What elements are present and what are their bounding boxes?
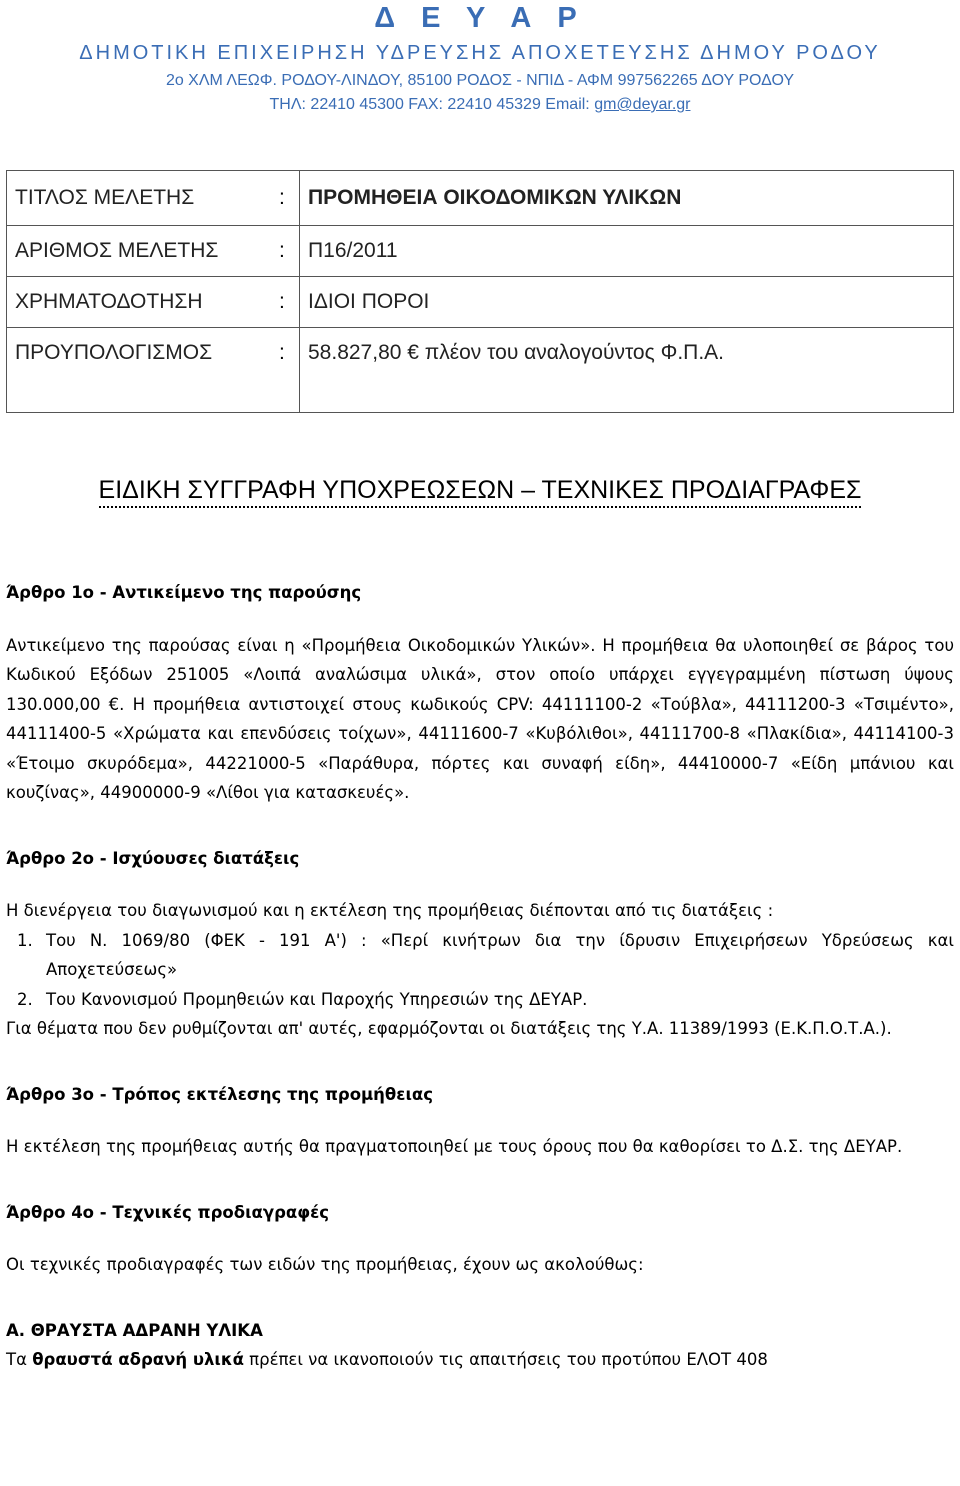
article-2-intro: Η διενέργεια του διαγωνισμού και η εκτέλεση της προμήθειας διέπονται από τις διατάξεις : [6, 901, 774, 920]
org-full-name: ΔΗΜΟΤΙΚΗ ΕΠΙΧΕΙΡΗΣΗ ΥΔΡΕΥΣΗΣ ΑΠΟΧΕΤΕΥΣΗΣ ΔΗΜΟΥ ΡΟΔΟΥ [79, 42, 881, 64]
row-label: ΧΡΗΜΑΤΟΔΟΤΗΣΗ [7, 277, 278, 328]
row-value: ΙΔΙΟΙ ΠΟΡΟΙ [300, 277, 954, 328]
article-1-heading: Άρθρο 1ο - Αντικείμενο της παρούσης [6, 583, 362, 602]
list-item: 1. Του Ν. 1069/80 (ΦΕΚ - 191 Α') : «Περί κινήτρων δια την ίδρυσιν Επιχειρήσεων Υδρεύσεως και Αποχετεύσεως» [38, 926, 954, 985]
row-label: ΑΡΙΘΜΟΣ ΜΕΛΕΤΗΣ [7, 226, 278, 277]
row-value: 58.827,80 € πλέον του αναλογούντος Φ.Π.Α. [300, 328, 954, 413]
row-colon: : [277, 328, 300, 413]
row-colon: : [277, 226, 300, 277]
list-item: 2. Του Κανονισμού Προμηθειών και Παροχής Υπηρεσιών της ΔΕΥΑΡ. [38, 985, 954, 1015]
row-label: ΠΡΟΥΠΟΛΟΓΙΣΜΟΣ [7, 328, 278, 413]
table-row [7, 226, 954, 277]
article-2-heading: Άρθρο 2ο - Ισχύουσες διατάξεις [6, 848, 300, 868]
article-3-heading: Άρθρο 3ο - Τρόπος εκτέλεσης της προμήθειας [6, 1084, 433, 1104]
row-value: Π16/2011 [300, 226, 954, 277]
section-a-line [6, 1345, 954, 1375]
org-contact [0, 94, 960, 116]
table-row [7, 277, 954, 328]
contact-text: ΤΗΛ: 22410 45300 FAX: 22410 45329 Email: [269, 96, 595, 113]
org-address: 2ο ΧΛΜ ΛΕΩΦ. ΡΟΔΟΥ-ΛΙΝΔΟΥ, 85100 ΡΟΔΟΣ - ΝΠΙΔ - ΑΦΜ 997562265 ΔΟΥ ΡΟΔΟΥ [165, 72, 795, 89]
line-post: πρέπει να ικανοποιούν τις απαιτήσεις του προτύπου ΕΛΟΤ 408 [243, 1350, 768, 1369]
study-info-table [6, 170, 954, 413]
article-4-heading: Άρθρο 4ο - Τεχνικές προδιαγραφές [6, 1202, 330, 1222]
table-row [7, 171, 954, 226]
row-colon: : [277, 277, 300, 328]
article-3-text: Η εκτέλεση της προμήθειας αυτής θα πραγματοποιηθεί με τους όρους που θα καθορίσει το Δ.Σ. της ΔΕΥΑΡ. [6, 1137, 903, 1156]
email-link[interactable]: gm@deyar.gr [594, 96, 691, 113]
provisions-list [6, 926, 954, 1015]
row-label: ΤΙΤΛΟΣ ΜΕΛΕΤΗΣ [7, 171, 278, 226]
line-bold: θραυστά αδρανή υλικά [32, 1350, 244, 1369]
article-1-text: Αντικείμενο της παρούσας είναι η «Προμήθεια Οικοδομικών Υλικών». Η προμήθεια θα υλοποιηθεί σε βάρος του Κωδικού Εξόδων 251005 «Λοιπά αναλώσιμα υλικά», στον οποίο υπάρχει εγγεγραμμένη πίστωση ύψους 130.000,00 €. Η προμήθεια αντιστοιχεί στους κωδικούς CPV: 44111100-2 «Τούβλα», 44111200-3 «Τσιμέντο», 44111400-5 «Χρώματα και επενδύσεις τοίχων», 44111600-7 «Κυβόλιθοι», 44111700-8 «Πλακίδια», 44114100-3 «Έτοιμο σκυρόδεμα», 44221000-5 «Παράθυρα, πόρτες και συναφή είδη», 44410000-7 «Είδη μπάνιου και κουζίνας», 44900000-9 «Λίθοι για κατασκευές». [6, 635, 954, 802]
table-row [7, 328, 954, 413]
section-a-heading: Α. ΘΡΑΥΣΤΑ ΑΔΡΑΝΗ ΥΛΙΚΑ [6, 1320, 263, 1340]
org-acronym: Δ Ε Υ Α Ρ [374, 2, 586, 34]
row-colon: : [277, 171, 300, 226]
spec-title [0, 474, 960, 506]
row-value: ΠΡΟΜΗΘΕΙΑ ΟΙΚΟΔΟΜΙΚΩΝ ΥΛΙΚΩΝ [300, 171, 954, 226]
line-pre: Τα [6, 1350, 33, 1369]
article-2-outro: Για θέματα που δεν ρυθμίζονται απ' αυτές, εφαρμόζονται οι διατάξεις της Υ.Α. 11389/1993 (Ε.Κ.Π.Ο.Τ.Α.). [6, 1019, 892, 1038]
article-4-text: Οι τεχνικές προδιαγραφές των ειδών της προμήθειας, έχουν ως ακολούθως: [6, 1255, 644, 1274]
spec-title-text: ΕΙΔΙΚΗ ΣΥΓΓΡΑΦΗ ΥΠΟΧΡΕΩΣΕΩΝ – ΤΕΧΝΙΚΕΣ ΠΡΟΔΙΑΓΡΑΦΕΣ [99, 476, 862, 508]
document-body [6, 578, 954, 1375]
